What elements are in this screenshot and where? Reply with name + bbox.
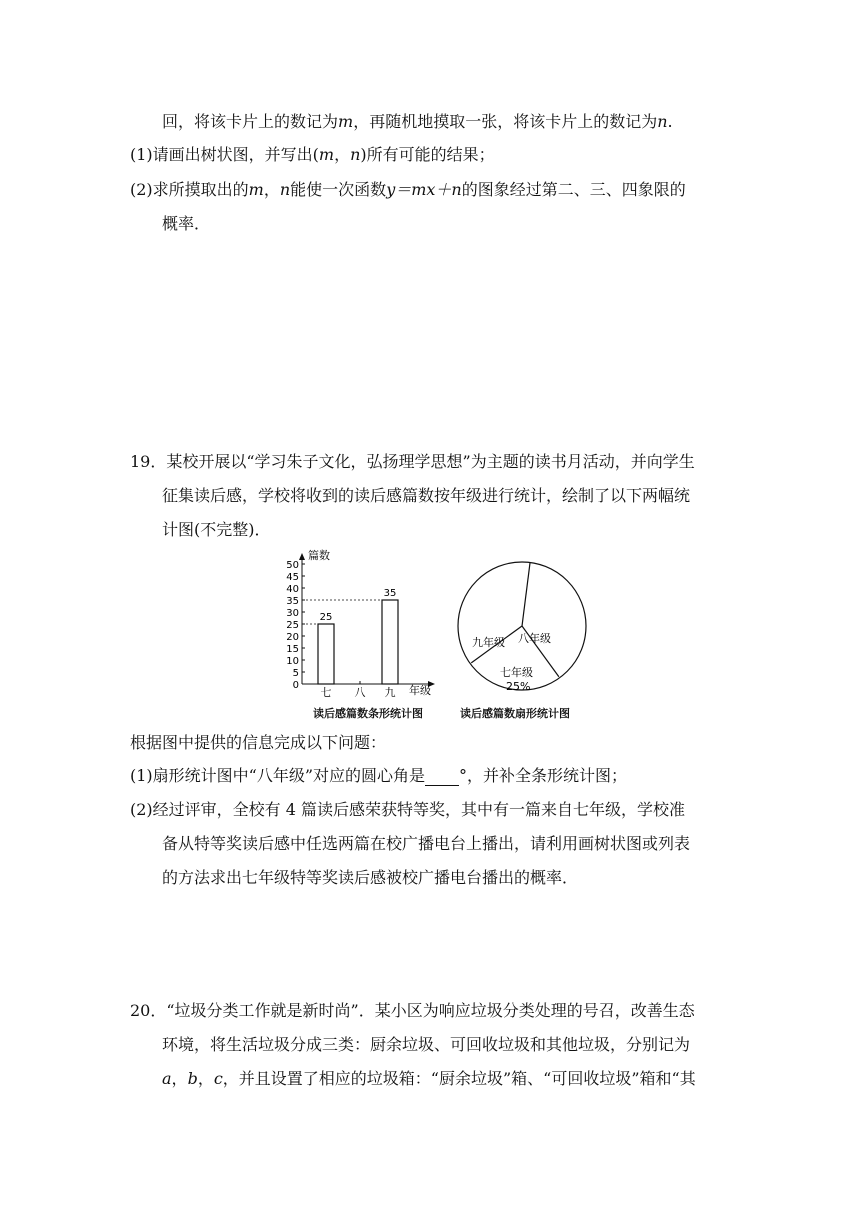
pie-divider-8-9 [522, 563, 530, 626]
pie-label-grade7-pct: 25% [506, 680, 531, 693]
bar-chart-title: 读后感篇数条形统计图 [313, 707, 423, 720]
q18-part2-cont: 概率． [162, 214, 211, 233]
bar-x-tick-label: 八 [354, 686, 366, 699]
q19-line3: 计图(不完整)． [162, 520, 271, 539]
q19-line2: 征集读后感，学校将收到的读后感篇数按年级进行统计，绘制了以下两幅统 [162, 486, 691, 505]
pie-chart [452, 556, 592, 696]
bar-y-tick-label: 10 [286, 656, 299, 667]
q18-part1: (1)请画出树状图，并写出(m，n)所有可能的结果； [130, 145, 495, 164]
q19-line1: 19．某校开展以“学习朱子文化，弘扬理学思想”为主题的读书月活动，并向学生 [130, 452, 695, 471]
bar-x-tick-label: 九 [384, 686, 396, 699]
bar-chart-xlabel: 年级 [409, 684, 431, 697]
bar-0 [318, 624, 334, 684]
bar-y-tick-label: 20 [286, 632, 299, 643]
bar-y-tick-label: 5 [292, 668, 299, 679]
q20-line1: 20．“垃圾分类工作就是新时尚”．某小区为响应垃圾分类处理的号召，改善生态 [130, 1001, 695, 1020]
bar-y-tick-label: 35 [286, 596, 299, 607]
bar-y-tick-label: 50 [286, 560, 299, 571]
bar-data-label: 25 [319, 612, 333, 623]
q20-line3: a，b，c，并且设置了相应的垃圾箱：“厨余垃圾”箱、“可回收垃圾”箱和“其 [162, 1069, 696, 1088]
q18-line0: 回，将该卡片上的数记为m，再随机地摸取一张，将该卡片上的数记为n. [162, 112, 673, 131]
bar-x-tick-label: 七 [320, 686, 332, 699]
bar-data-label: 35 [383, 588, 397, 599]
bar-chart [282, 548, 442, 700]
q20-line2: 环境，将生活垃圾分成三类：厨余垃圾、可回收垃圾和其他垃圾，分别记为 [162, 1035, 691, 1054]
bar-y-tick-label: 40 [286, 584, 299, 595]
pie-label-grade8: 八年级 [518, 632, 551, 645]
bar-y-tick-label: 0 [292, 680, 299, 691]
bar-y-tick-label: 30 [286, 608, 299, 619]
q19-part2-line3: 的方法求出七年级特等奖读后感被校广播电台播出的概率． [162, 868, 579, 887]
bar-y-tick-label: 25 [286, 620, 299, 631]
pie-chart-title: 读后感篇数扇形统计图 [460, 707, 570, 720]
bar-y-tick-label: 45 [286, 572, 299, 583]
bar-y-tick-label: 15 [286, 644, 299, 655]
q19-part2-line1: (2)经过评审，全校有 4 篇读后感荣获特等奖，其中有一篇来自七年级，学校准 [130, 800, 686, 819]
q19-part1: (1)扇形统计图中“八年级”对应的圆心角是 °，并补全条形统计图； [130, 766, 628, 785]
bar-2 [382, 600, 398, 684]
bar-y-axis-arrow [299, 553, 305, 560]
q19-part2-line2: 备从特等奖读后感中任选两篇在校广播电台上播出，请利用画树状图或列表 [162, 834, 691, 853]
q18-part2: (2)求所摸取出的m，n能使一次函数y＝mx＋n的图象经过第二、三、四象限的 [130, 180, 686, 199]
pie-label-grade9: 九年级 [472, 636, 505, 649]
q19-intro: 根据图中提供的信息完成以下问题： [130, 733, 387, 752]
answer-blank[interactable] [425, 769, 459, 786]
pie-label-grade7: 七年级 [500, 666, 533, 679]
bar-chart-ylabel: 篇数 [308, 549, 330, 562]
